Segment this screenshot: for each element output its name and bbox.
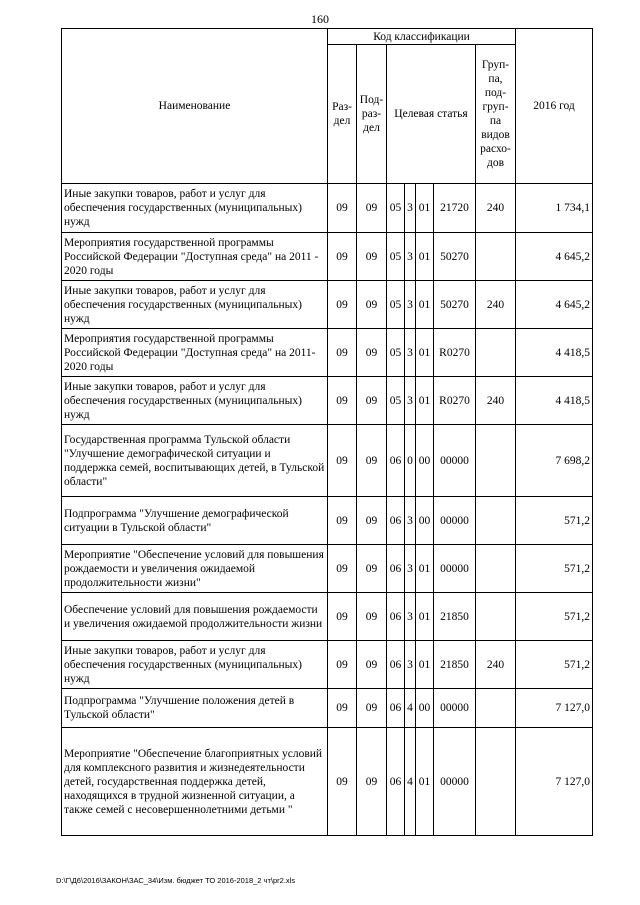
row-target-program: 05 — [387, 377, 405, 425]
row-razdel: 09 — [328, 233, 357, 281]
table-row — [62, 233, 593, 281]
row-podrazdel: 09 — [357, 329, 387, 377]
row-amount: 4 645,2 — [516, 233, 593, 281]
row-target-event: 01 — [416, 545, 434, 593]
row-target-event: 01 — [416, 184, 434, 233]
row-expense-group — [476, 545, 516, 593]
table-row — [62, 728, 593, 836]
row-target-event: 01 — [416, 728, 434, 836]
row-target-program: 05 — [387, 281, 405, 329]
row-amount: 7 698,2 — [516, 425, 593, 497]
row-expense-group — [476, 728, 516, 836]
row-target-direction: 21720 — [434, 184, 476, 233]
row-target-subprogram: 3 — [405, 497, 416, 545]
row-target-program: 06 — [387, 593, 405, 641]
row-amount: 571,2 — [516, 593, 593, 641]
row-name: Подпрограмма "Улучшение положения детей в Тульской области" — [62, 689, 328, 728]
row-target-direction: R0270 — [434, 329, 476, 377]
row-target-event: 00 — [416, 497, 434, 545]
header-year: 2016 год — [516, 29, 593, 184]
header-classification-code: Код классификации — [328, 29, 516, 45]
table-row — [62, 329, 593, 377]
row-target-direction: 00000 — [434, 425, 476, 497]
row-podrazdel: 09 — [357, 689, 387, 728]
row-name: Иные закупки товаров, работ и услуг для обеспечения государственных (муниципальных) нужд — [62, 641, 328, 689]
row-razdel: 09 — [328, 689, 357, 728]
row-podrazdel: 09 — [357, 425, 387, 497]
row-name: Государственная программа Тульской области "Улучшение демографической ситуации и поддержка семей, воспитывающих детей, в Тульской области" — [62, 425, 328, 497]
row-razdel: 09 — [328, 329, 357, 377]
row-name: Мероприятие "Обеспечение условий для повышения рождаемости и увеличения ожидаемой продолжительности жизни" — [62, 545, 328, 593]
row-expense-group: 240 — [476, 377, 516, 425]
row-expense-group — [476, 425, 516, 497]
row-target-event: 01 — [416, 377, 434, 425]
row-expense-group: 240 — [476, 281, 516, 329]
header-row — [62, 29, 593, 45]
header-expense-group-text: Груп- па, под- груп- па видов расхо- дов — [480, 59, 511, 169]
row-podrazdel: 09 — [357, 233, 387, 281]
row-target-direction: 50270 — [434, 281, 476, 329]
row-amount: 571,2 — [516, 545, 593, 593]
header-podrazdel — [357, 45, 387, 184]
row-target-direction: 21850 — [434, 593, 476, 641]
row-target-event: 01 — [416, 641, 434, 689]
row-podrazdel: 09 — [357, 728, 387, 836]
row-amount: 4 418,5 — [516, 329, 593, 377]
row-target-direction: 00000 — [434, 545, 476, 593]
row-target-program: 06 — [387, 545, 405, 593]
row-target-subprogram: 3 — [405, 184, 416, 233]
page-number: 160 — [311, 12, 329, 26]
row-target-direction: 00000 — [434, 728, 476, 836]
row-target-subprogram: 3 — [405, 329, 416, 377]
row-target-subprogram: 3 — [405, 281, 416, 329]
table-body — [62, 184, 593, 836]
row-podrazdel: 09 — [357, 497, 387, 545]
row-target-subprogram: 3 — [405, 545, 416, 593]
row-target-program: 06 — [387, 641, 405, 689]
budget-table — [61, 28, 593, 836]
header-razdel-text: Раз- дел — [332, 101, 352, 127]
header-target-article: Целевая статья — [387, 45, 476, 184]
row-name: Иные закупки товаров, работ и услуг для обеспечения государственных (муниципальных) нужд — [62, 281, 328, 329]
row-expense-group — [476, 593, 516, 641]
row-expense-group: 240 — [476, 184, 516, 233]
row-target-direction: 00000 — [434, 497, 476, 545]
row-target-event: 01 — [416, 281, 434, 329]
table-row — [62, 377, 593, 425]
row-razdel: 09 — [328, 641, 357, 689]
row-amount: 7 127,0 — [516, 689, 593, 728]
row-razdel: 09 — [328, 281, 357, 329]
row-target-program: 06 — [387, 728, 405, 836]
row-target-program: 06 — [387, 425, 405, 497]
row-target-direction: 21850 — [434, 641, 476, 689]
table-row — [62, 593, 593, 641]
header-podrazdel-text: Под- раз- дел — [359, 94, 384, 134]
row-razdel: 09 — [328, 425, 357, 497]
file-path-footer: D:\Г\Д6\2016\ЗАКОН\ЗАС_34\Изм. бюджет ТО 2016-2018_2 чт\pr2.xls — [56, 876, 296, 885]
row-podrazdel: 09 — [357, 184, 387, 233]
row-target-direction: 00000 — [434, 689, 476, 728]
row-expense-group — [476, 233, 516, 281]
table-row — [62, 689, 593, 728]
row-target-subprogram: 3 — [405, 593, 416, 641]
row-name: Обеспечение условий для повышения рождаемости и увеличения ожидаемой продолжительности жизни — [62, 593, 328, 641]
row-razdel: 09 — [328, 728, 357, 836]
row-amount: 7 127,0 — [516, 728, 593, 836]
header-expense-group — [476, 45, 516, 184]
row-target-program: 06 — [387, 497, 405, 545]
header-name: Наименование — [62, 29, 328, 184]
row-target-event: 01 — [416, 329, 434, 377]
row-target-event: 00 — [416, 689, 434, 728]
row-amount: 1 734,1 — [516, 184, 593, 233]
row-target-direction: R0270 — [434, 377, 476, 425]
row-target-subprogram: 3 — [405, 377, 416, 425]
row-expense-group: 240 — [476, 641, 516, 689]
row-amount: 571,2 — [516, 497, 593, 545]
row-amount: 4 645,2 — [516, 281, 593, 329]
row-expense-group — [476, 689, 516, 728]
table-row — [62, 497, 593, 545]
row-target-program: 05 — [387, 184, 405, 233]
row-razdel: 09 — [328, 497, 357, 545]
row-name: Иные закупки товаров, работ и услуг для обеспечения государственных (муниципальных) нужд — [62, 377, 328, 425]
row-razdel: 09 — [328, 377, 357, 425]
row-name: Мероприятия государственной программы Российской Федерации "Доступная среда" на 2011-2020 годы — [62, 329, 328, 377]
row-target-event: 01 — [416, 593, 434, 641]
row-razdel: 09 — [328, 184, 357, 233]
row-podrazdel: 09 — [357, 377, 387, 425]
header-razdel — [328, 45, 357, 184]
row-razdel: 09 — [328, 593, 357, 641]
row-expense-group — [476, 329, 516, 377]
row-target-subprogram: 4 — [405, 689, 416, 728]
table-row — [62, 184, 593, 233]
row-name: Мероприятия государственной программы Российской Федерации "Доступная среда" на 2011 - 2020 годы — [62, 233, 328, 281]
row-name: Подпрограмма "Улучшение демографической ситуации в Тульской области" — [62, 497, 328, 545]
row-target-program: 05 — [387, 329, 405, 377]
row-podrazdel: 09 — [357, 281, 387, 329]
row-target-event: 01 — [416, 233, 434, 281]
row-razdel: 09 — [328, 545, 357, 593]
row-target-subprogram: 0 — [405, 425, 416, 497]
row-amount: 4 418,5 — [516, 377, 593, 425]
row-podrazdel: 09 — [357, 545, 387, 593]
row-target-subprogram: 4 — [405, 728, 416, 836]
row-name: Мероприятие "Обеспечение благоприятных условий для комплексного развития и жизнедеятельности детей, государственная поддержка детей, находящихся в трудной жизненной ситуации, а также семей с несовершеннолетними детьми " — [62, 728, 328, 836]
row-name: Иные закупки товаров, работ и услуг для обеспечения государственных (муниципальных) нужд — [62, 184, 328, 233]
row-target-event: 00 — [416, 425, 434, 497]
table-row — [62, 281, 593, 329]
table-row — [62, 641, 593, 689]
row-amount: 571,2 — [516, 641, 593, 689]
row-target-subprogram: 3 — [405, 233, 416, 281]
table-row — [62, 425, 593, 497]
row-expense-group — [476, 497, 516, 545]
row-target-direction: 50270 — [434, 233, 476, 281]
row-podrazdel: 09 — [357, 641, 387, 689]
row-target-program: 06 — [387, 689, 405, 728]
row-target-program: 05 — [387, 233, 405, 281]
row-podrazdel: 09 — [357, 593, 387, 641]
table-row — [62, 545, 593, 593]
row-target-subprogram: 3 — [405, 641, 416, 689]
